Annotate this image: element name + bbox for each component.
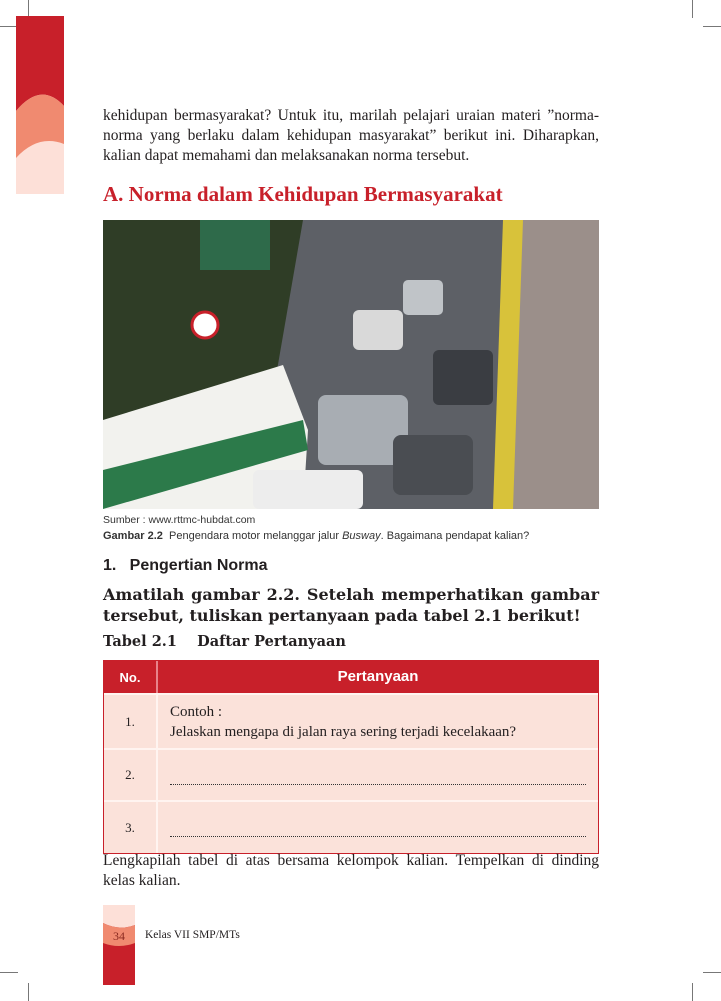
intro-paragraph: kehidupan bermasyarakat? Untuk itu, marilah pelajari uraian materi ”norma-norma yang berlaku dalam kehidupan masyarakat” berikut ini. Diharapkan, kalian dapat memahami dan melaksanakan norma tersebut. (103, 107, 599, 164)
table-header (104, 661, 598, 695)
crop-mark (0, 972, 18, 973)
answer-blank[interactable] (170, 836, 586, 837)
caption-label: Gambar 2.2 (103, 530, 163, 542)
crop-mark (703, 972, 721, 973)
closing-paragraph: Lengkapilah tabel di atas bersama kelompok kalian. Tempelkan di dinding kelas kalian. (103, 852, 599, 889)
traffic-photo (103, 220, 599, 509)
example-question: Jelaskan mengapa di jalan raya sering terjadi kecelakaan? (170, 723, 517, 740)
header-question: Pertanyaan (337, 668, 419, 685)
answer-blank[interactable] (170, 784, 586, 785)
caption-text: Pengendara motor melanggar jalur (169, 530, 343, 542)
figure-caption (103, 530, 529, 542)
crop-mark (28, 983, 29, 1001)
crop-mark (692, 983, 693, 1001)
table-row (104, 802, 598, 853)
crop-mark (692, 0, 693, 18)
caption-italic: Busway (342, 530, 381, 542)
row-number: 3. (104, 802, 158, 853)
section-heading: A. Norma dalam Kehidupan Bermasyarakat (103, 182, 503, 206)
subheading: 1. Pengertian Norma (103, 557, 268, 574)
table-row (104, 750, 598, 802)
footer-label: Kelas VII SMP/MTs (145, 929, 240, 941)
footer-band (103, 905, 135, 985)
questions-table (103, 660, 599, 854)
crop-mark (703, 26, 721, 27)
caption-text-end: . Bagaimana pendapat kalian? (380, 530, 530, 542)
table-row (104, 695, 598, 750)
instruction: Amatilah gambar 2.2. Setelah memperhatikan gambar tersebut, tuliskan pertanyaan pada tabel 2.1 berikut! (103, 585, 599, 625)
header-no: No. (104, 661, 158, 693)
decorative-side-band (16, 16, 64, 194)
table-label: Tabel 2.1 Daftar Pertanyaan (103, 633, 346, 650)
row-number: 1. (104, 695, 158, 748)
page-number: 34 (113, 929, 125, 943)
example-label: Contoh : (170, 703, 223, 720)
photo-source: Sumber : www.rttmc-hubdat.com (103, 514, 256, 526)
row-number: 2. (104, 750, 158, 800)
